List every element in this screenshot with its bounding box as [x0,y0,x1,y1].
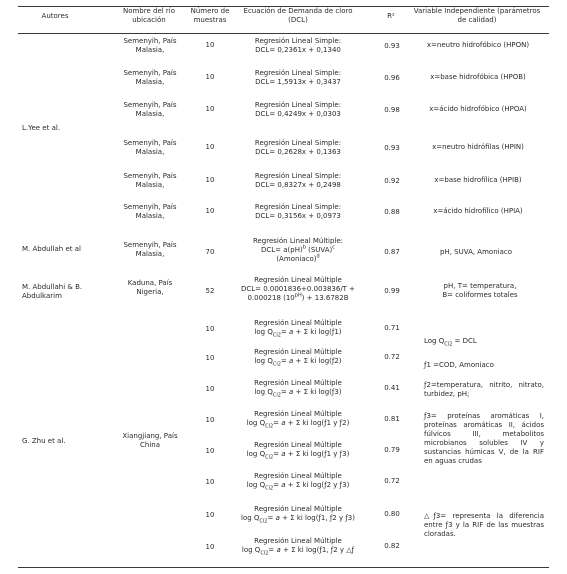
header-r2: R² [387,12,395,20]
equation-line2: DCL= 0,8327x + 0,2498 [255,181,341,189]
header-rio: Nombre del río ubicación [122,7,176,24]
variable-cell: x=ácido hidrofílico (HPIA) [433,207,523,215]
zhu-r2-cell: 0.82 [384,542,400,550]
zhu-equation-cell [236,441,360,459]
r2-cell: 0.92 [384,177,400,185]
n-cell: 10 [205,73,215,81]
n-cell: 10 [205,105,215,113]
zhu-equation-line1: Regresión Lineal Múltiple [254,505,342,513]
zhu-equation-cell [236,410,360,428]
zhu-eq-part: log Q [246,450,266,458]
zhu-equation-line2 [236,419,360,428]
equation-cell [238,139,358,157]
rio-abdullahi: Kaduna, País Nigeria, [127,279,173,296]
zhu-r2-cell: 0.72 [384,477,400,485]
zhu-n-cell: 10 [205,511,215,519]
header-autores: Autores [41,12,69,20]
eq-abdullah-line1: Regresión Lineal Múltiple: [252,237,344,245]
n-abdullah: 70 [205,248,215,256]
zhu-n-cell: 10 [205,447,215,455]
n-cell: 10 [205,176,215,184]
zhu-r2-cell: 0.72 [384,353,400,361]
zhu-eq-part: log(ƒ1 y ƒ3) [310,450,350,458]
eq-abdullahi-3a: 0.000218 (10 [247,294,295,302]
r2-cell: 0.93 [384,42,400,50]
var-abdullahi-line1: pH, T= temperatura, [443,282,517,290]
var-zhu-1 [424,337,544,346]
zhu-eq-part: a [281,450,286,458]
zhu-eq-part: Cl2 [265,485,274,492]
zhu-eq-part: Cl2 [265,423,274,430]
author-lyee: L.Yee et al. [22,124,61,132]
zhu-equation-cell [236,537,360,555]
zhu-eq-part: = [280,328,289,336]
equation-line1: Regresión Lineal Simple: [254,37,342,45]
rio-cell: Semenyih, País Malasia, [123,172,177,189]
rio-cell: Semenyih, País Malasia, [123,203,177,220]
zhu-eq-part: log(ƒ1 y ƒ2) [310,419,350,427]
zhu-equation-cell [236,505,360,523]
equation-cell [238,37,358,55]
zhu-eq-part: log(ƒ2) [318,357,342,365]
zhu-eq-part: log Q [246,419,266,427]
variable-cell: x=neutro hidrofóbico (HPON) [426,41,530,49]
equation-line1: Regresión Lineal Simple: [254,172,342,180]
zhu-eq-part: log Q [254,388,273,396]
rio-cell: Semenyih, País Malasia, [123,37,177,54]
zhu-eq-part: log(ƒ3) [318,388,342,396]
equation-line2: DCL= 0,4249x + 0,0303 [255,110,341,118]
zhu-eq-part: a [275,514,280,522]
zhu-equation-line1: Regresión Lineal Múltiple [254,472,342,480]
eq-abdullahi-line2: DCL= 0.0001836+0.003836/T + [240,285,356,293]
zhu-equation-line1: Regresión Lineal Múltiple [254,537,342,545]
var-zhu-3: ƒ2=temperatura, nitrito, nitrato, turbidez, pH; [424,381,544,398]
zhu-eq-part: a [289,388,294,396]
header-muestras: Número de muestras [190,7,230,24]
zhu-eq-part: + Σ ki [293,357,319,365]
eq-abdullah [238,237,358,264]
header-variable: Variable Independiente (parámetros de calidad) [413,7,541,24]
zhu-eq-part: + Σ ki [285,450,311,458]
zhu-eq-part: log Q [241,514,260,522]
zhu-eq-part: a [276,546,281,554]
zhu-n-cell: 10 [205,325,215,333]
eq-abdullahi-line3 [234,294,362,303]
equation-line2: DCL= 0,2628x + 0,1363 [255,148,341,156]
zhu-equation-line2 [236,357,360,366]
zhu-equation-line2 [236,450,360,459]
zhu-eq-part: a [281,481,286,489]
zhu-eq-part: = [280,357,289,365]
zhu-eq-part: = [273,450,282,458]
eq-abdullah-2d: c [332,244,336,251]
zhu-equation-line1: Regresión Lineal Múltiple [254,319,342,327]
variable-cell: x=base hidrofílica (HPIB) [434,176,522,184]
author-abdullahi: M. Abdullahi & B. Abdulkarim [22,283,83,300]
var-zhu-1a: Log Q [424,337,445,345]
variable-cell: x=ácido hidrofóbico (HPOA) [429,105,527,113]
zhu-eq-part: = [267,514,276,522]
zhu-r2-cell: 0.80 [384,510,400,518]
zhu-eq-part: log(ƒ1, ƒ2 y △ƒ [305,546,355,554]
eq-abdullahi [234,276,362,303]
zhu-equation-cell [236,348,360,366]
zhu-equation-line2 [236,514,360,523]
zhu-n-cell: 10 [205,354,215,362]
r2-abdullah: 0.87 [384,248,400,256]
zhu-eq-part: + Σ ki [285,481,311,489]
zhu-eq-part: = [273,481,282,489]
equation-line1: Regresión Lineal Simple: [254,69,342,77]
eq-abdullahi-line1: Regresión Lineal Múltiple [254,276,342,284]
zhu-r2-cell: 0.71 [384,324,400,332]
author-abdullah: M. Abdullah et al [22,245,81,253]
equation-line1: Regresión Lineal Simple: [254,139,342,147]
rio-cell: Semenyih, País Malasia, [123,69,177,86]
zhu-n-cell: 10 [205,478,215,486]
author-zhu: G. Zhu et al. [22,437,66,445]
zhu-eq-part: log Q [254,328,273,336]
n-abdullahi: 52 [205,287,215,295]
zhu-eq-part: Cl2 [272,361,281,368]
zhu-eq-part: Cl2 [272,332,281,339]
n-cell: 10 [205,41,215,49]
zhu-eq-part: log(ƒ1, ƒ2 y ƒ3) [305,514,355,522]
zhu-equation-line2 [236,481,360,490]
zhu-eq-part: Cl2 [272,392,281,399]
zhu-equation-line1: Regresión Lineal Múltiple [254,379,342,387]
n-cell: 10 [205,207,215,215]
n-cell: 10 [205,143,215,151]
zhu-eq-part: Cl2 [265,454,274,461]
rio-cell: Semenyih, País Malasia, [123,139,177,156]
zhu-equation-cell [236,472,360,490]
zhu-eq-part: a [289,357,294,365]
var-zhu-1b: Cl2 [444,341,453,348]
var-zhu-2: ƒ1 =COD, Amoniaco [424,361,494,369]
eq-abdullah-2a: DCL= a(pH) [260,246,303,254]
zhu-n-cell: 10 [205,543,215,551]
equation-line2: DCL= 0,3156x + 0,0973 [255,212,341,220]
var-abdullah: pH, SUVA, Amoniaco [440,248,512,256]
zhu-eq-part: a [281,419,286,427]
zhu-r2-cell: 0.79 [384,446,400,454]
zhu-eq-part: log Q [246,481,266,489]
variable-cell: x=base hidrofóbica (HPOB) [430,73,526,81]
bottom-rule [18,567,549,568]
zhu-equation-cell [236,319,360,337]
zhu-eq-part: a [289,328,294,336]
zhu-r2-cell: 0.41 [384,384,400,392]
r2-cell: 0.98 [384,106,400,114]
r2-cell: 0.88 [384,208,400,216]
zhu-eq-part: log(ƒ1) [318,328,342,336]
header-ecuacion: Ecuación de Demanda de cloro (DCL) [243,7,353,24]
rio-zhu: Xiangjiang, País China [122,432,178,449]
zhu-equation-line2 [236,546,360,555]
zhu-equation-line2 [236,388,360,397]
r2-cell: 0.96 [384,74,400,82]
header-rule [18,33,549,34]
equation-line2: DCL= 1,5913x + 0,3437 [255,78,341,86]
eq-abdullahi-3c: ) + 13.6782B [301,294,349,302]
zhu-n-cell: 10 [205,416,215,424]
var-abdullahi [420,282,540,300]
zhu-eq-part: Cl2 [259,518,268,525]
zhu-eq-part: + Σ ki [293,328,319,336]
eq-abdullah-2b: b [302,244,306,251]
zhu-equation-cell [236,379,360,397]
var-zhu-4: ƒ3= proteínas aromáticas I, proteínas aromáticas II, ácidos fúlvicos III, metabolitos microbianos solubles IV y sustancias húmicas V, de la RIF en aguas crudas [424,412,544,465]
zhu-eq-part: + Σ ki [280,546,306,554]
eq-abdullah-3b: d [316,253,320,260]
zhu-eq-part: log Q [254,357,273,365]
var-zhu-1c: = DCL [452,337,477,345]
eq-abdullah-2c: (SUVA) [305,246,333,254]
zhu-n-cell: 10 [205,385,215,393]
variable-cell: x=neutro hidrófilas (HPIN) [432,143,524,151]
var-abdullahi-line2: B= coliformes totales [442,291,518,299]
r2-cell: 0.93 [384,144,400,152]
zhu-eq-part: Cl2 [260,550,269,557]
var-zhu-5: △ƒ3= representa la diferencia entre ƒ3 y la RIF de las muestras cloradas. [424,512,544,538]
zhu-eq-part: = [280,388,289,396]
equation-line2: DCL= 0,2361x + 0,1340 [255,46,341,54]
eq-abdullah-line3 [238,255,358,264]
eq-abdullahi-3b: pH [294,292,302,299]
zhu-eq-part: + Σ ki [293,388,319,396]
zhu-equation-line1: Regresión Lineal Múltiple [254,441,342,449]
equation-cell [238,69,358,87]
equation-cell [238,172,358,190]
rio-abdullah: Semenyih, País Malasia, [123,241,177,258]
r2-abdullahi: 0.99 [384,287,400,295]
zhu-eq-part: log(ƒ2 y ƒ3) [310,481,350,489]
equation-cell [238,101,358,119]
zhu-equation-line1: Regresión Lineal Múltiple [254,348,342,356]
zhu-eq-part: = [273,419,282,427]
eq-abdullah-3a: (Amoniaco) [276,255,317,263]
zhu-eq-part: log Q [241,546,261,554]
zhu-eq-part: + Σ ki [285,419,311,427]
equation-line1: Regresión Lineal Simple: [254,203,342,211]
zhu-equation-line2 [236,328,360,337]
zhu-eq-part: = [268,546,277,554]
zhu-equation-line1: Regresión Lineal Múltiple [254,410,342,418]
eq-abdullah-line2 [238,246,358,255]
equation-line1: Regresión Lineal Simple: [254,101,342,109]
zhu-r2-cell: 0.81 [384,415,400,423]
rio-cell: Semenyih, País Malasia, [123,101,177,118]
zhu-eq-part: + Σ ki [279,514,306,522]
equation-cell [238,203,358,221]
